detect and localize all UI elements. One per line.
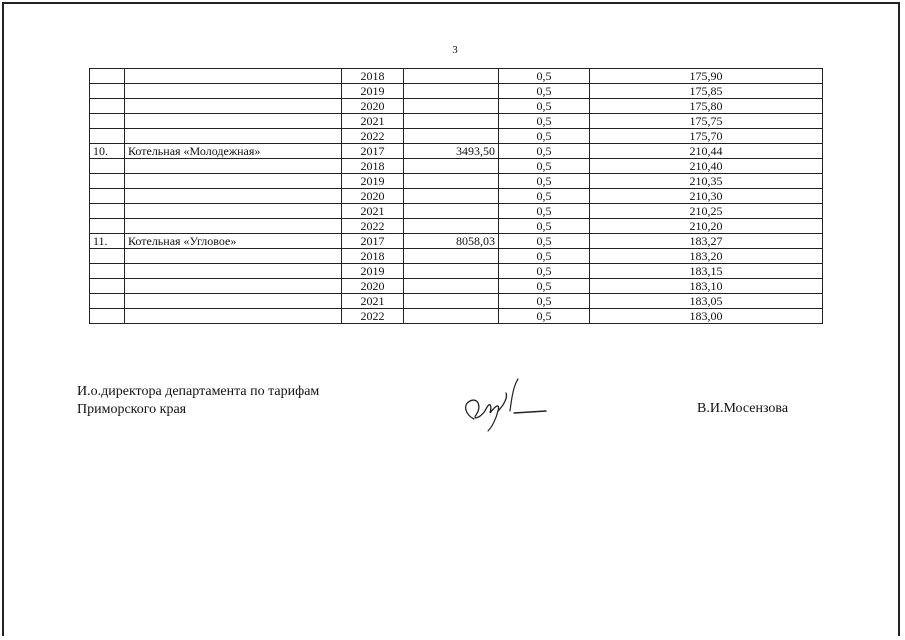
row-number [90,114,125,129]
tariff-cell: 183,10 [590,279,823,294]
boiler-name [125,249,342,264]
boiler-name [125,294,342,309]
boiler-name [125,99,342,114]
handwritten-signature [452,375,552,440]
row-number [90,174,125,189]
volume-cell: 8058,03 [404,234,499,249]
row-number [90,219,125,234]
table-row [90,294,823,309]
volume-cell [404,84,499,99]
table-row [90,204,823,219]
coefficient-cell: 0,5 [499,159,590,174]
volume-cell [404,219,499,234]
row-number [90,69,125,84]
year-cell: 2017 [342,144,404,159]
boiler-name [125,309,342,324]
volume-cell [404,309,499,324]
year-cell: 2022 [342,129,404,144]
signatory-name: В.И.Мосензова [697,401,789,416]
coefficient-cell: 0,5 [499,249,590,264]
year-cell: 2021 [342,114,404,129]
coefficient-cell: 0,5 [499,129,590,144]
coefficient-cell: 0,5 [499,294,590,309]
tariff-cell: 183,27 [590,234,823,249]
boiler-name [125,69,342,84]
coefficient-cell: 0,5 [499,234,590,249]
tariff-cell: 175,75 [590,114,823,129]
volume-cell [404,159,499,174]
year-cell: 2022 [342,309,404,324]
volume-cell [404,174,499,189]
table-row [90,279,823,294]
row-number [90,309,125,324]
signatory-title [77,383,319,419]
volume-cell [404,99,499,114]
tariff-table-body [90,69,823,324]
volume-cell [404,69,499,84]
tariff-cell: 210,30 [590,189,823,204]
coefficient-cell: 0,5 [499,264,590,279]
table-row [90,84,823,99]
boiler-name [125,219,342,234]
tariff-cell: 183,20 [590,249,823,264]
year-cell: 2018 [342,159,404,174]
table-row [90,249,823,264]
coefficient-cell: 0,5 [499,204,590,219]
page-number: 3 [452,44,458,56]
tariff-cell: 183,15 [590,264,823,279]
boiler-name [125,174,342,189]
row-number [90,99,125,114]
boiler-name [125,279,342,294]
tariff-cell: 183,00 [590,309,823,324]
table-row [90,114,823,129]
volume-cell [404,189,499,204]
volume-cell [404,204,499,219]
year-cell: 2022 [342,219,404,234]
coefficient-cell: 0,5 [499,219,590,234]
volume-cell [404,279,499,294]
tariff-cell: 183,05 [590,294,823,309]
row-number [90,294,125,309]
year-cell: 2017 [342,234,404,249]
boiler-name [125,264,342,279]
row-number [90,204,125,219]
table-row [90,234,823,249]
boiler-name [125,129,342,144]
volume-cell [404,264,499,279]
boiler-name: Котельная «Угловое» [125,234,342,249]
row-number [90,159,125,174]
coefficient-cell: 0,5 [499,144,590,159]
coefficient-cell: 0,5 [499,99,590,114]
row-number [90,129,125,144]
table-row [90,189,823,204]
row-number [90,249,125,264]
volume-cell [404,294,499,309]
boiler-name [125,189,342,204]
coefficient-cell: 0,5 [499,84,590,99]
tariff-table [89,68,823,324]
year-cell: 2018 [342,69,404,84]
volume-cell [404,114,499,129]
coefficient-cell: 0,5 [499,279,590,294]
boiler-name [125,114,342,129]
table-row [90,129,823,144]
tariff-cell: 210,40 [590,159,823,174]
volume-cell [404,129,499,144]
boiler-name [125,84,342,99]
row-number [90,279,125,294]
tariff-cell: 210,44 [590,144,823,159]
coefficient-cell: 0,5 [499,189,590,204]
tariff-cell: 175,90 [590,69,823,84]
boiler-name: Котельная «Молодежная» [125,144,342,159]
row-number [90,189,125,204]
table-row [90,144,823,159]
row-number [90,84,125,99]
row-number [90,264,125,279]
table-row [90,174,823,189]
year-cell: 2020 [342,279,404,294]
tariff-cell: 210,20 [590,219,823,234]
year-cell: 2018 [342,249,404,264]
year-cell: 2020 [342,99,404,114]
coefficient-cell: 0,5 [499,114,590,129]
signatory-title-line2: Приморского края [77,402,187,417]
tariff-cell: 210,25 [590,204,823,219]
tariff-cell: 175,70 [590,129,823,144]
tariff-cell: 175,80 [590,99,823,114]
table-row [90,159,823,174]
year-cell: 2019 [342,264,404,279]
year-cell: 2021 [342,294,404,309]
tariff-cell: 210,35 [590,174,823,189]
coefficient-cell: 0,5 [499,69,590,84]
boiler-name [125,204,342,219]
year-cell: 2021 [342,204,404,219]
year-cell: 2020 [342,189,404,204]
volume-cell: 3493,50 [404,144,499,159]
year-cell: 2019 [342,84,404,99]
tariff-cell: 175,85 [590,84,823,99]
boiler-name [125,159,342,174]
coefficient-cell: 0,5 [499,174,590,189]
table-row [90,264,823,279]
row-number: 11. [90,234,125,249]
coefficient-cell: 0,5 [499,309,590,324]
table-row [90,309,823,324]
signatory-title-line1: И.о.директора департамента по тарифам [77,384,320,399]
table-row [90,219,823,234]
row-number: 10. [90,144,125,159]
table-row [90,99,823,114]
year-cell: 2019 [342,174,404,189]
volume-cell [404,249,499,264]
table-row [90,69,823,84]
